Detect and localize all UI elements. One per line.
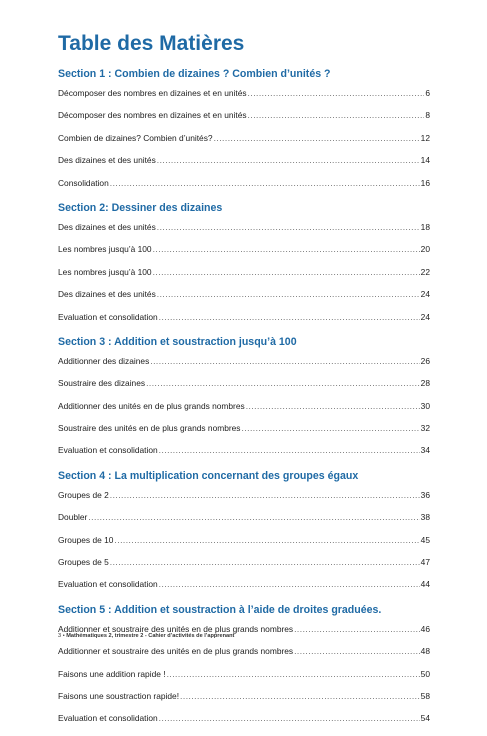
dot-leader — [110, 178, 420, 188]
toc-entry-page-number: 24 — [420, 289, 430, 300]
toc-entry-page-number: 47 — [420, 557, 430, 568]
toc-entry-label: Combien de dizaines? Combien d’unités? — [58, 132, 213, 143]
dot-leader — [157, 222, 420, 232]
toc-entry-page-number: 30 — [420, 400, 430, 411]
toc-entry-page-number: 50 — [420, 668, 430, 679]
toc-entry-label: Groupes de 5 — [58, 557, 109, 568]
toc-entry-page-number: 38 — [420, 512, 430, 523]
toc-entry[interactable] — [58, 512, 430, 534]
toc-entry[interactable] — [58, 312, 430, 334]
toc-entry-page-number: 26 — [420, 355, 430, 366]
toc-entry-label: Groupes de 10 — [58, 534, 114, 545]
toc-entry-label: Doubler — [58, 512, 88, 523]
footer-bullet: • — [62, 633, 65, 639]
dot-leader — [150, 356, 419, 366]
toc-entry-page-number: 6 — [425, 88, 430, 98]
toc-entry-page-number: 58 — [420, 690, 430, 701]
toc-entry[interactable] — [58, 133, 430, 155]
toc-entry-label: Des dizaines et des unités — [58, 221, 156, 232]
dot-leader — [159, 445, 420, 455]
toc-entry[interactable] — [58, 490, 430, 512]
toc-entry[interactable] — [58, 445, 430, 467]
dot-leader — [110, 490, 420, 500]
toc-entry[interactable] — [58, 557, 430, 579]
dot-leader — [157, 155, 420, 165]
dot-leader — [159, 713, 420, 723]
toc-entry-label: Additionner et soustraire des unités en de plus grands nombres — [58, 646, 294, 657]
toc-entry[interactable] — [58, 646, 430, 668]
toc-entry-label: Décomposer des nombres en dizaines et en unités — [58, 88, 247, 98]
toc-entry[interactable] — [58, 535, 430, 557]
toc-entry-page-number: 34 — [420, 445, 430, 456]
toc-entry-label: Des dizaines et des unités — [58, 289, 156, 300]
dot-leader — [180, 691, 420, 701]
toc-entry[interactable] — [58, 579, 430, 601]
dot-leader — [248, 110, 425, 120]
toc-entry[interactable] — [58, 691, 430, 713]
toc-entry-label: Evaluation et consolidation — [58, 579, 158, 590]
toc-entry[interactable] — [58, 244, 430, 266]
footer-page-number: 3 — [58, 633, 62, 639]
toc-entry-page-number: 45 — [420, 534, 430, 545]
toc-entry-page-number: 12 — [420, 132, 430, 143]
toc-entry-label: Les nombres jusqu’à 100 — [58, 244, 152, 255]
dot-leader — [159, 312, 420, 322]
dot-leader — [114, 535, 419, 545]
toc-entry-page-number: 8 — [425, 110, 430, 121]
toc-entry-page-number: 54 — [420, 713, 430, 724]
dot-leader — [294, 646, 420, 656]
toc-entry-page-number: 44 — [420, 579, 430, 590]
toc-entry[interactable] — [58, 378, 430, 400]
section-heading: Section 3 : Addition et soustraction jusqu’à 100 — [58, 335, 297, 348]
toc-entry-page-number: 36 — [420, 489, 430, 500]
dot-leader — [248, 88, 425, 98]
toc-entry-label: Soustraire des dizaines — [58, 378, 146, 389]
dot-leader — [110, 557, 420, 567]
section-heading: Section 5 : Addition et soustraction à l’aide de droites graduées. — [58, 603, 382, 616]
toc-entry-page-number: 16 — [420, 177, 430, 188]
toc-entry-label: Groupes de 2 — [58, 489, 109, 500]
toc-entry-label: Faisons une soustraction rapide! — [58, 690, 180, 701]
toc-entry-page-number: 20 — [420, 244, 430, 255]
toc-entry[interactable] — [58, 178, 430, 200]
toc-entry-label: Des dizaines et des unités — [58, 155, 156, 166]
toc-entry-page-number: 32 — [420, 423, 430, 434]
toc-entry-page-number: 22 — [420, 266, 430, 277]
toc-entry-page-number: 48 — [420, 646, 430, 657]
toc-entry-label: Faisons une addition rapide ! — [58, 668, 166, 679]
toc-entry[interactable] — [58, 155, 430, 177]
toc-entry-label: Additionner des unités en de plus grands nombres — [58, 400, 245, 411]
toc-entry[interactable] — [58, 88, 430, 110]
page-title: Table des Matières — [58, 32, 245, 55]
toc-entry[interactable] — [58, 713, 430, 735]
footer-text: Mathématiques 2, trimestre 2 - Cahier d’activités de l’apprenant — [66, 633, 235, 639]
toc-entry[interactable] — [58, 356, 430, 378]
toc-entry-label: Evaluation et consolidation — [58, 445, 158, 456]
dot-leader — [214, 133, 420, 143]
toc-entry[interactable] — [58, 289, 430, 311]
toc-entry-page-number: 24 — [420, 311, 430, 322]
dot-leader — [159, 579, 420, 589]
dot-leader — [153, 267, 420, 277]
dot-leader — [242, 423, 420, 433]
toc-entry[interactable] — [58, 423, 430, 445]
toc-entry-label: Décomposer des nombres en dizaines et en unités — [58, 110, 247, 121]
section-heading: Section 2: Dessiner des dizaines — [58, 201, 223, 214]
section-heading: Section 4 : La multiplication concernant des groupes égaux — [58, 469, 359, 482]
dot-leader — [246, 401, 420, 411]
toc-entry-label: Consolidation — [58, 177, 109, 188]
toc-entry-label: Additionner et soustraire des unités en de plus grands nombres — [58, 623, 294, 634]
toc-entry-label: Evaluation et consolidation — [58, 311, 158, 322]
toc-entry-label: Les nombres jusqu’à 100 — [58, 266, 152, 277]
toc-entry-page-number: 46 — [420, 623, 430, 634]
toc-entry-page-number: 14 — [420, 155, 430, 166]
toc-entry-label: Additionner des dizaines — [58, 355, 150, 366]
dot-leader — [167, 669, 420, 679]
dot-leader — [294, 624, 420, 634]
toc-entry-label: Evaluation et consolidation — [58, 713, 158, 724]
toc-entry[interactable] — [58, 267, 430, 289]
dot-leader — [146, 378, 420, 388]
toc-entry-label: Soustraire des unités en de plus grands nombres — [58, 423, 241, 434]
toc-entry-page-number: 28 — [420, 378, 430, 389]
page-footer — [58, 633, 234, 639]
dot-leader — [88, 512, 419, 522]
toc-entry-page-number: 18 — [420, 221, 430, 232]
section-heading: Section 1 : Combien de dizaines ? Combien d’unités ? — [58, 68, 331, 80]
dot-leader — [157, 289, 420, 299]
dot-leader — [153, 244, 420, 254]
toc-entry[interactable] — [58, 222, 430, 244]
toc-entry[interactable] — [58, 401, 430, 423]
toc-entry[interactable] — [58, 110, 430, 132]
